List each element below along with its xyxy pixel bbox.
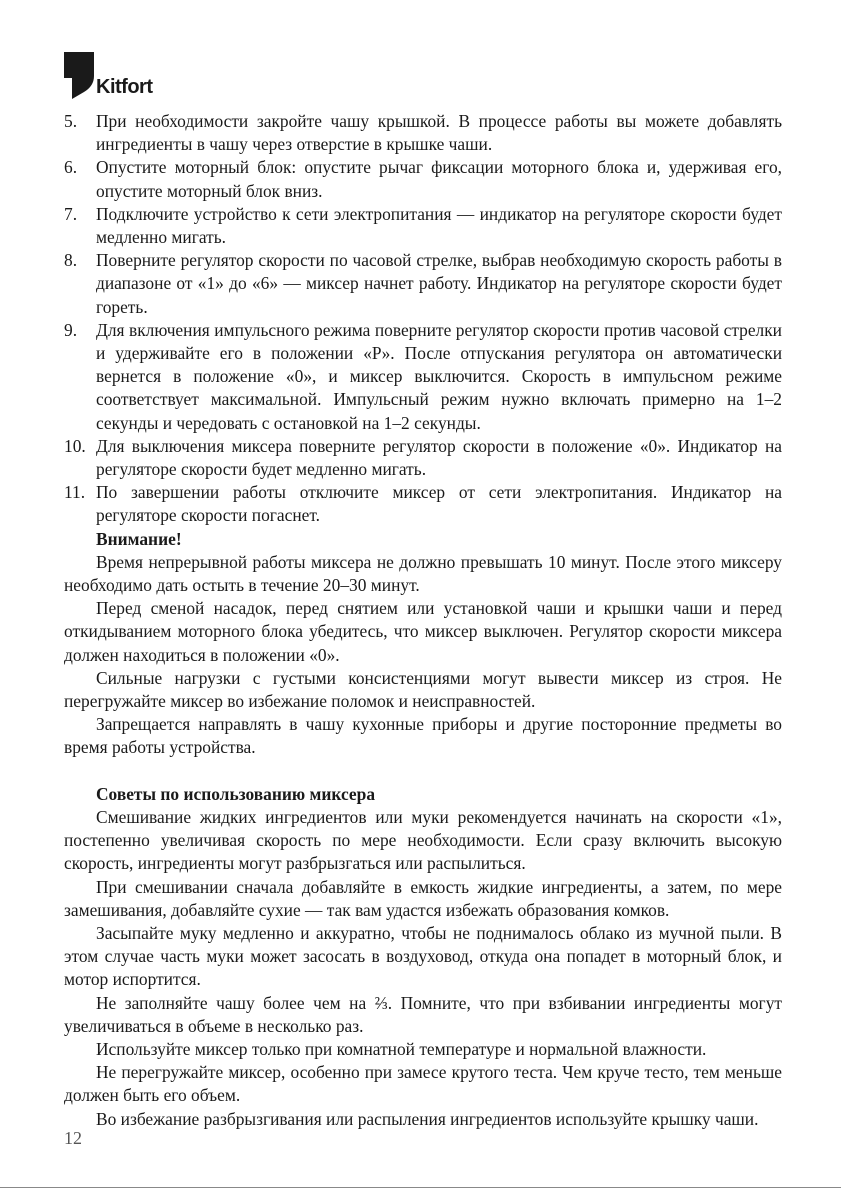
tips-paragraph: Не перегружайте миксер, особенно при замесе крутого теста. Чем круче тесто, тем меньше должен быть его объем. xyxy=(64,1062,782,1106)
list-item-text: По завершении работы отключите миксер от сети электропитания. Индикатор на регуляторе скорости погаснет. xyxy=(96,482,782,526)
list-item-number: 6. xyxy=(64,157,78,178)
list-item-text: Для выключения миксера поверните регулятор скорости в положение «0». Индикатор на регуляторе скорости будет медленно мигать. xyxy=(96,435,782,480)
list-item-text: Подключите устройство к сети электропитания — индикатор на регуляторе скорости будет медленно мигать. xyxy=(96,203,782,248)
warning-paragraph: Перед сменой насадок, перед снятием или установкой чаши и крышки чаши и перед откидыванием моторного блока убедитесь, что миксер выключен. Регулятор скорости миксера должен находиться в положении «0». xyxy=(64,598,782,665)
warning-title: Внимание! xyxy=(96,528,182,549)
tips-paragraph: Смешивание жидких ингредиентов или муки рекомендуется начинать на скорости «1», постепенно увеличивая скорость по мере необходимости. Если сразу включить высокую скорость, ингредиенты могут разбрызгаться или распылиться. xyxy=(64,806,782,874)
tips-paragraph: Не заполняйте чашу более чем на ⅔. Помните, что при взбивании ингредиенты могут увеличиваться в объеме в несколько раз. xyxy=(64,992,782,1036)
list-item xyxy=(64,319,782,435)
list-item-text: Опустите моторный блок: опустите рычаг фиксации моторного блока и, удерживая его, опустите моторный блок вниз. xyxy=(96,157,782,201)
list-item-number: 9. xyxy=(64,319,78,340)
brand-name: Kitfort xyxy=(96,76,153,98)
list-item-number: 8. xyxy=(64,250,78,271)
warning-paragraph: Сильные нагрузки с густыми консистенциями могут вывести миксер из строя. Не перегружайте миксер во избежание поломок и неисправностей. xyxy=(64,667,782,712)
list-item-number: 10. xyxy=(64,435,86,456)
tips-paragraph: Засыпайте муку медленно и аккуратно, чтобы не поднималось облако из мучной пыли. В этом случае часть муки может засосать в воздуховод, откуда она попадет в моторный блок, и мотор испортится. xyxy=(64,922,782,990)
kitfort-logo-icon xyxy=(64,52,94,99)
brand-logo xyxy=(64,52,174,102)
list-item-text: Для включения импульсного режима поверните регулятор скорости против часовой стрелки и удерживайте его в положении «P». После отпускания регулятора он автоматически вернется в положение «0», и миксер выключится. Скорость в импульсном режиме соответствует максимальной. Импульсный режим нужно включать примерно на 1–2 секунды и чередовать с остановкой на 1–2 секунды. xyxy=(96,319,782,433)
tips-paragraph: При смешивании сначала добавляйте в емкость жидкие ингредиенты, а затем, по мере замешивания, добавляйте сухие — так вам удастся избежать образования комков. xyxy=(64,876,782,920)
page-number: 12 xyxy=(64,1128,82,1148)
tips-paragraph: Используйте миксер только при комнатной температуре и нормальной влажности. xyxy=(96,1038,707,1059)
list-item xyxy=(64,156,782,202)
list-item-number: 11. xyxy=(64,482,86,503)
list-item-text: Поверните регулятор скорости по часовой стрелке, выбрав необходимую скорость работы в диапазоне от «1» до «6» — миксер начнет работу. Индикатор на регуляторе скорости будет гореть. xyxy=(96,250,782,317)
list-item-text: При необходимости закройте чашу крышкой. В процессе работы вы можете добавлять ингредиенты в чашу через отверстие в крышке чаши. xyxy=(96,111,782,155)
tips-paragraph: Во избежание разбрызгивания или распыления ингредиентов используйте крышку чаши. xyxy=(96,1108,759,1129)
list-item-number: 7. xyxy=(64,203,78,224)
manual-content xyxy=(64,110,782,1131)
list-item-number: 5. xyxy=(64,111,78,131)
warning-paragraph: Время непрерывной работы миксера не должно превышать 10 минут. После этого миксеру необходимо дать остыть в течение 20–30 минут. xyxy=(64,551,782,596)
warning-paragraph: Запрещается направлять в чашу кухонные приборы и другие посторонние предметы во время работы устройства. xyxy=(64,714,782,758)
list-item xyxy=(64,203,782,249)
list-item xyxy=(64,435,782,481)
list-item xyxy=(64,110,782,156)
steps-list xyxy=(64,110,782,528)
tips-section-title: Советы по использованию миксера xyxy=(96,783,376,804)
list-item xyxy=(64,249,782,319)
bottom-divider xyxy=(0,1187,841,1188)
list-item xyxy=(64,481,782,527)
